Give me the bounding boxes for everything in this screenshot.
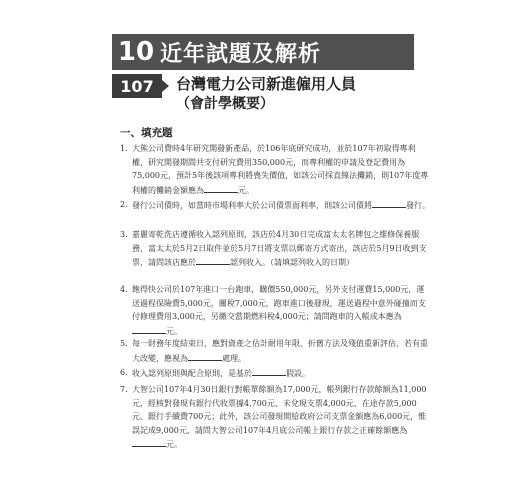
question-number: 1. [120,144,128,153]
chapter-header [112,34,414,70]
answer-blank [188,351,222,361]
question-text-end: 認列收入。（請填認列收入的日期） [230,258,354,267]
question-text: 收入認列原則與配合原則，是基於 [132,369,252,378]
question-text-end: 元。 [238,185,254,195]
question-7 [120,383,430,452]
exam-year-badge: 107 [112,74,162,98]
question-3 [120,228,430,270]
answer-blank [204,183,238,193]
question-number: 3. [120,230,128,239]
question-1 [120,142,430,197]
question-text: 嘉麗寄乾洗店遵循收入認列原則，該店於4月30日完成富太太名牌包之維修保養服務，富太太於5月2日取件並於5月7日將支票以郵寄方式寄出，該店於5月9日收到支票，請問該店應於 [132,230,427,267]
question-number: 7. [120,385,128,394]
question-text: 每一財務年度結束日，應對資產之估計耐用年限、折舊方法及殘值重新評估，若有重大改變，應視為 [132,339,428,363]
question-text-end: 發行。 [406,201,430,210]
answer-blank [252,366,286,376]
arrow-right-icon [162,80,169,92]
exam-title: 台灣電力公司新進僱用人員 [176,75,357,93]
question-6 [120,366,430,381]
question-number: 4. [120,285,128,294]
question-text: 發行公司債時，如當時市場利率大於公司債票面利率，則該公司債將 [132,201,372,210]
question-number: 5. [120,339,128,348]
question-text-end: 元。 [166,326,182,336]
exam-subtitle: （會計學概要） [176,96,274,112]
section-heading: 一、填充題 [120,127,173,139]
question-text-end: 假設。 [286,369,310,378]
question-number: 2. [120,200,128,209]
question-2 [120,198,430,213]
question-text-end: 元。 [166,440,182,449]
question-text: 大熊公司費時4年研究開發新產品，於106年底研究成功，並於107年初取得專利權，研究開發期間共支付研究費用350,000元，而專利權的申請及登記費用為75,000元，預計5年後該項專利將喪失價值，如該公司採直線法攤銷，則107年度專利權的攤銷金額應為 [132,144,429,195]
chapter-title: 近年試題及解析 [160,41,322,67]
answer-blank [132,324,166,334]
answer-blank [372,198,406,208]
question-text: 飽得快公司於107年進口一台跑車，購價550,000元，另外支付運費15,000元，運送過程保險費5,000元，關稅7,000元，跑車進口後發現，運送過程中意外碰撞而支付修理費用3,000元，另繳交當期燃料稅4,000元；請問跑車的入帳成本應為 [132,285,426,321]
answer-blank [196,255,230,265]
answer-blank [132,437,166,447]
question-text-end: 處理。 [222,353,246,363]
question-5 [120,337,430,365]
chapter-number: 10 [117,37,155,67]
question-4 [120,283,430,338]
question-text: 大智公司107年4月30日銀行對帳單餘額為17,000元，帳列銀行存款餘額為11,000元，經核對發現有銀行代收票據4,700元、未兌現支票4,000元、在途存款5,000元、銀行手續費700元；此外，該公司發現開給政府公司支票金額應為6,000元，惟誤記成9,000元，請問大智公司107年4月底公司帳上銀行存款之正確餘額應為 [132,385,427,435]
question-number: 6. [120,368,128,377]
